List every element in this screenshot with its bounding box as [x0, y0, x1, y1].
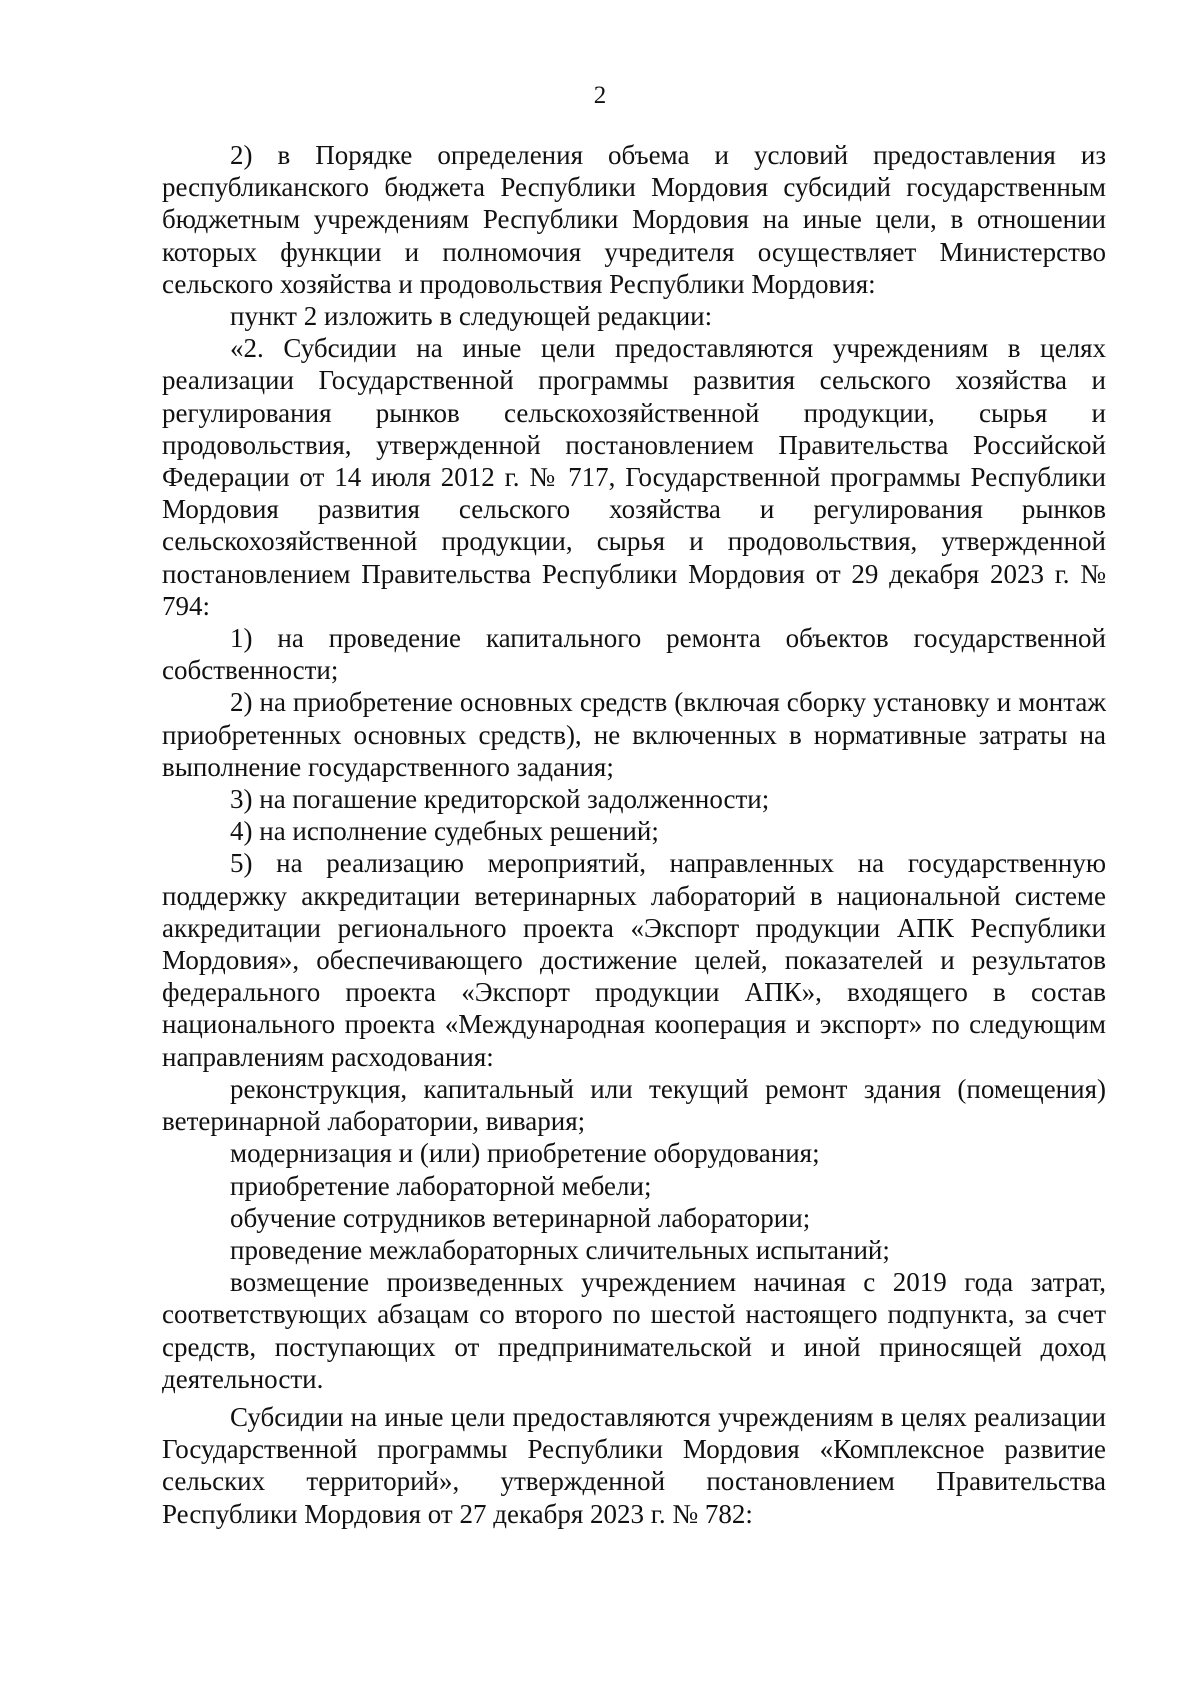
document-body — [162, 139, 1106, 1530]
direction-item-reconstruction: реконструкция, капитальный или текущий ремонт здания (помещения) ветеринарной лаборатории, вивария; — [162, 1073, 1106, 1137]
direction-item-furniture: приобретение лабораторной мебели; — [230, 1170, 652, 1201]
list-item-4: 4) на исполнение судебных решений; — [230, 816, 659, 847]
direction-item-reimbursement: возмещение произведенных учреждением начиная с 2019 года затрат, соответствующих абзацам со второго по шестой настоящего подпункта, за счет средств, поступающих от предпринимательской и иной приносящей доход деятельности. — [162, 1267, 1106, 1394]
page-number: 2 — [593, 82, 607, 109]
list-item-1: 1) на проведение капитального ремонта объектов государственной собственности; — [162, 623, 1106, 686]
paragraph-point-2: «2. Субсидии на иные цели предоставляются учреждениям в целях реализации Государственной программы развития сельского хозяйства и регулирования рынков сельскохозяйственной продукции, сырья и продовольствия, утвержденной постановлением Правительства Российской Федерации от 14 июля 2012 г. № 717, Государственной программы Республики Мордовия развития сельского хозяйства и регулирования рынков сельскохозяйственной продукции, сырья и продовольствия, утвержденной постановлением Правительства Республики Мордовия от 29 декабря 2023 г. № 794: — [162, 333, 1106, 621]
paragraph-rural-development: Субсидии на иные цели предоставляются учреждениям в целях реализации Государственной программы Республики Мордовия «Комплексное развитие сельских территорий», утвержденной постановлением Правительства Республики Мордовия от 27 декабря 2023 г. № 782: — [162, 1401, 1106, 1529]
paragraph-instruction: пункт 2 изложить в следующей редакции: — [230, 301, 713, 332]
direction-item-testing: проведение межлабораторных сличительных испытаний; — [230, 1234, 890, 1265]
direction-item-equipment: модернизация и (или) приобретение оборудования; — [230, 1138, 820, 1169]
paragraph-amendment-2: 2) в Порядке определения объема и условий предоставления из республиканского бюджета Республики Мордовия субсидий государственным бюджетным учреждениям Республики Мордовия на иные цели, в отношении которых функции и полномочия учредителя осуществляет Министерство сельского хозяйства и продовольствия Республики Мордовия: — [162, 140, 1106, 299]
direction-item-training: обучение сотрудников ветеринарной лаборатории; — [230, 1202, 811, 1233]
list-item-3: 3) на погашение кредиторской задолженности; — [230, 784, 770, 815]
list-item-5: 5) на реализацию мероприятий, направленных на государственную поддержку аккредитации ветеринарных лабораторий в национальной системе аккредитации регионального проекта «Экспорт продукции АПК Республики Мордовия», обеспечивающего достижение целей, показателей и результатов федерального проекта «Экспорт продукции АПК», входящего в состав национального проекта «Международная кооперация и экспорт» по следующим направлениям расходования: — [162, 848, 1106, 1072]
list-item-2: 2) на приобретение основных средств (включая сборку установку и монтаж приобретенных основных средств), не включенных в нормативные затраты на выполнение государственного задания; — [162, 687, 1106, 782]
